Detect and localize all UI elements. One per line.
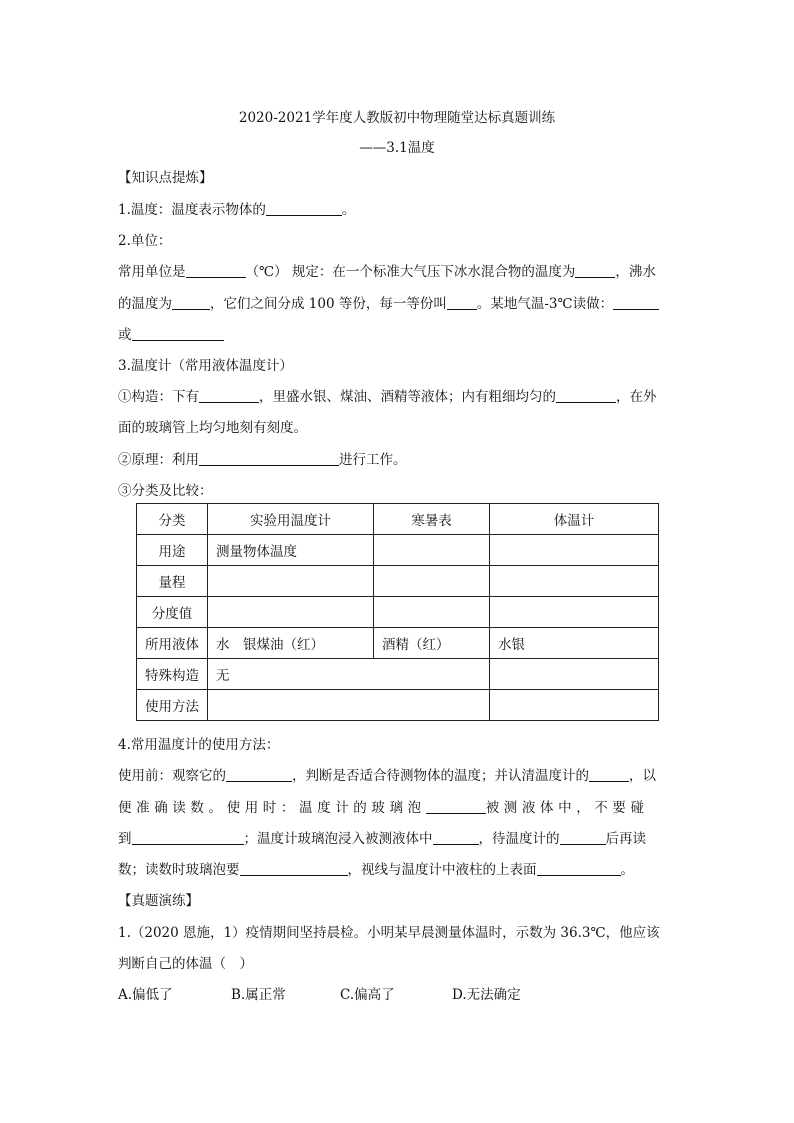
text-segment: ；温度计玻璃泡浸入被测液体中 [243, 831, 433, 847]
fill-blank[interactable] [447, 296, 477, 310]
fill-blank[interactable] [426, 800, 486, 814]
fill-blank[interactable] [240, 862, 348, 876]
table-row [137, 659, 659, 690]
table-row [137, 597, 659, 628]
paragraph-structure-line2: 面的玻璃管上均匀地刻有刻度。 [118, 420, 307, 436]
text-segment: 后再读 [605, 831, 646, 847]
comparison-table [136, 503, 659, 721]
text-segment: 到 [118, 831, 132, 847]
fill-blank[interactable] [589, 768, 629, 782]
table-cell: 无 [208, 659, 490, 690]
section-heading-practice: 【真题演练】 [118, 893, 199, 909]
text-segment: ，以 [629, 768, 656, 784]
text-segment: ，它们之间分成 100 等份，每一等份叫 [210, 296, 447, 312]
table-row-label: 特殊构造 [137, 659, 208, 690]
table-header-row [137, 504, 659, 535]
paragraph-unit-line1 [118, 263, 656, 281]
table-row-label: 量程 [137, 566, 208, 597]
text-segment: 便准确读数。使用时：温度计的玻璃泡 [118, 800, 426, 816]
text-segment: ，判断是否适合待测物体的温度；并认清温度计的 [292, 768, 589, 784]
text-segment: ，在外 [616, 389, 657, 405]
fill-blank[interactable] [199, 389, 259, 403]
paragraph-unit-line3 [118, 326, 224, 344]
option-b[interactable]: B.属正常 [231, 987, 286, 1003]
paragraph-usage-heading: 4.常用温度计的使用方法： [118, 737, 280, 753]
table-header-cell: 实验用温度计 [208, 504, 374, 535]
question-1-line1: 1.（2020 恩施，1）疫情期间坚持晨检。小明某早晨测量体温时，示数为 36.3℃，他应该 [118, 925, 660, 941]
fill-blank[interactable] [266, 202, 342, 216]
table-cell: 测量物体温度 [208, 535, 374, 566]
fill-blank[interactable] [132, 831, 244, 845]
table-cell: 水银 [490, 628, 659, 659]
document-subtitle: ——3.1温度 [359, 140, 435, 156]
table-cell: 酒精（红） [374, 628, 490, 659]
table-cell[interactable] [374, 535, 490, 566]
paragraph-thermometer-heading: 3.温度计（常用液体温度计） [118, 358, 293, 374]
fill-blank[interactable] [537, 862, 621, 876]
table-header-cell: 体温计 [490, 504, 659, 535]
text-segment: 常用单位是 [118, 264, 186, 280]
text-segment: ②原理：利用 [118, 452, 199, 468]
paragraph-usage-line1 [118, 767, 656, 785]
table-row-label: 所用液体 [137, 628, 208, 659]
text-segment: 。 [341, 202, 356, 218]
document-title: 2020-2021学年度人教版初中物理随堂达标真题训练 [238, 110, 556, 126]
text-segment: 。 [620, 862, 634, 878]
table-header-cell: 分类 [137, 504, 208, 535]
option-c[interactable]: C.偏高了 [340, 987, 395, 1003]
question-1-line2: 判断自己的体温（ ） [118, 956, 253, 972]
fill-blank[interactable] [172, 296, 210, 310]
table-cell[interactable] [490, 690, 659, 721]
text-segment: 进行工作。 [339, 452, 407, 468]
table-cell[interactable] [208, 566, 374, 597]
text-segment: 数；读数时玻璃泡要 [118, 862, 240, 878]
paragraph-unit-line2 [118, 295, 659, 313]
text-segment: 被测液体中，不要碰 [485, 800, 649, 816]
text-segment: ，待温度计的 [478, 831, 560, 847]
table-header-cell: 寒暑表 [374, 504, 490, 535]
fill-blank[interactable] [132, 327, 224, 341]
paragraph-classification: ③分类及比较： [118, 483, 213, 499]
table-cell[interactable] [490, 535, 659, 566]
table-cell[interactable] [490, 597, 659, 628]
table-cell[interactable] [208, 690, 490, 721]
text-segment: ，沸水 [615, 264, 656, 280]
fill-blank[interactable] [199, 452, 339, 466]
option-a[interactable]: A.偏低了 [118, 987, 173, 1003]
fill-blank[interactable] [613, 296, 659, 310]
table-cell[interactable] [490, 659, 659, 690]
paragraph-unit-heading: 2.单位： [118, 233, 172, 249]
text-segment: 。某地气温-3℃读做： [476, 296, 614, 312]
table-cell: 水 银煤油（红） [208, 628, 374, 659]
table-row-label: 分度值 [137, 597, 208, 628]
text-segment: ，里盛水银、煤油、酒精等液体；内有粗细均匀的 [259, 389, 556, 405]
fill-blank[interactable] [575, 264, 615, 278]
table-row-label: 用途 [137, 535, 208, 566]
fill-blank[interactable] [556, 389, 616, 403]
paragraph-principle [118, 451, 407, 469]
table-row [137, 628, 659, 659]
table-row [137, 535, 659, 566]
fill-blank[interactable] [226, 768, 292, 782]
table-cell[interactable] [490, 566, 659, 597]
paragraph-usage-line3 [118, 830, 646, 848]
table-row [137, 566, 659, 597]
text-segment: （℃） 规定：在一个标准大气压下冰水混合物的温度为 [245, 264, 576, 280]
option-d[interactable]: D.无法确定 [452, 987, 521, 1003]
text-segment: ①构造：下有 [118, 389, 199, 405]
table-cell[interactable] [374, 597, 490, 628]
text-segment: 的温度为 [118, 296, 172, 312]
paragraph-usage-line2 [118, 799, 649, 817]
text-segment: 1.温度：温度表示物体的 [118, 202, 266, 218]
paragraph-usage-line4 [118, 861, 634, 879]
fill-blank[interactable] [186, 264, 246, 278]
fill-blank[interactable] [433, 831, 479, 845]
paragraph-temperature-definition [118, 201, 355, 219]
fill-blank[interactable] [560, 831, 606, 845]
text-segment: 使用前：观察它的 [118, 768, 226, 784]
text-segment: 或 [118, 327, 132, 343]
section-heading-knowledge: 【知识点提炼】 [118, 170, 213, 186]
table-cell[interactable] [374, 566, 490, 597]
table-row-label: 使用方法 [137, 690, 208, 721]
text-segment: ，视线与温度计中液柱的上表面 [347, 862, 537, 878]
table-row [137, 690, 659, 721]
paragraph-structure-line1 [118, 388, 657, 406]
table-cell[interactable] [208, 597, 374, 628]
